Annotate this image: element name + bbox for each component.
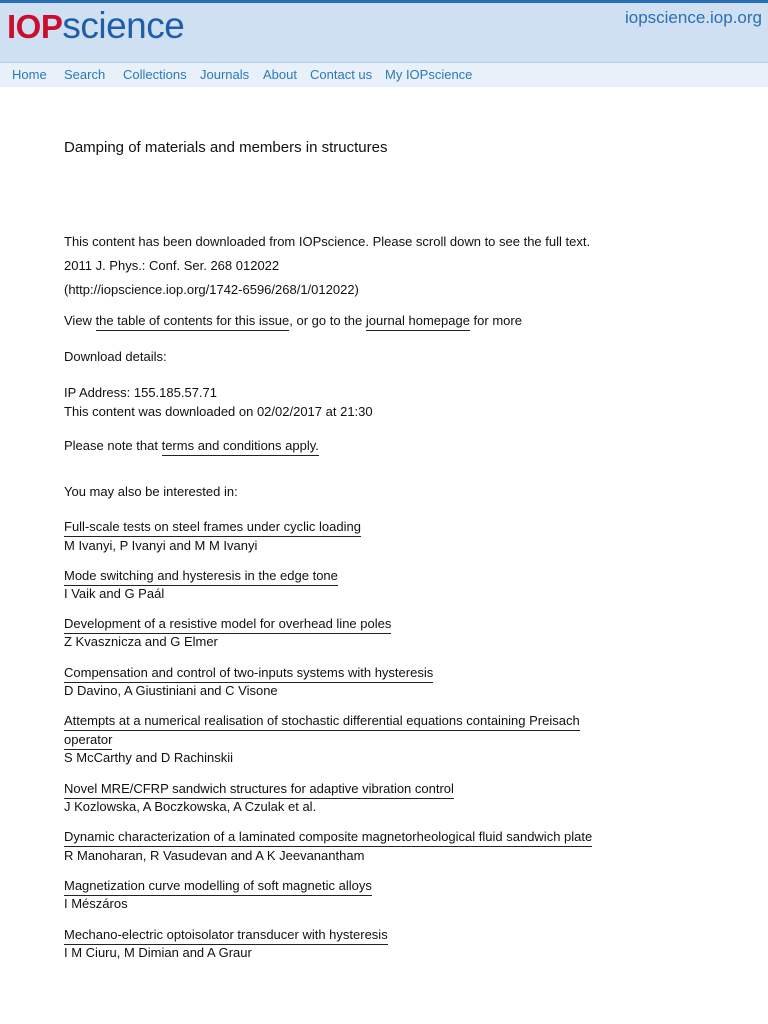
view-prefix: View [64, 313, 96, 328]
nav-contact-us[interactable]: Contact us [310, 67, 373, 82]
related-item-authors: S McCarthy and D Rachinskii [64, 750, 234, 765]
related-item-title [64, 568, 338, 583]
related-item-title-continued [64, 732, 112, 747]
nav-bar [0, 62, 768, 87]
related-item-authors: I Mészáros [64, 896, 128, 911]
nav-collections[interactable]: Collections [123, 67, 187, 82]
related-link[interactable]: Mechano-electric optoisolator transducer with hysteresis [64, 927, 388, 945]
related-link[interactable]: Magnetization curve modelling of soft magnetic alloys [64, 878, 372, 896]
related-item-authors: M Ivanyi, P Ivanyi and M M Ivanyi [64, 538, 258, 553]
related-item-title [64, 665, 433, 680]
article-title: Damping of materials and members in structures [64, 139, 388, 156]
journal-homepage-link[interactable]: journal homepage [366, 313, 470, 331]
related-item-authors: I Vaik and G Paál [64, 586, 165, 601]
related-item-title [64, 878, 372, 893]
related-link[interactable]: Development of a resistive model for overhead line poles [64, 616, 391, 634]
terms-line [64, 438, 319, 453]
related-item-authors: R Manoharan, R Vasudevan and A K Jeevanantham [64, 848, 365, 863]
nav-journals[interactable]: Journals [200, 67, 250, 82]
related-item-title [64, 519, 361, 534]
related-item-authors: J Kozlowska, A Boczkowska, A Czulak et al. [64, 799, 317, 814]
citation: 2011 J. Phys.: Conf. Ser. 268 012022 [64, 258, 280, 273]
view-middle: , or go to the [289, 313, 366, 328]
related-link[interactable]: Attempts at a numerical realisation of stochastic differential equations containing Preisach [64, 713, 580, 731]
nav-my-iopscience[interactable]: My IOPscience [385, 67, 473, 82]
nav-about[interactable]: About [263, 67, 297, 82]
related-item-title [64, 713, 580, 728]
iopscience-logo[interactable] [7, 7, 184, 44]
related-item-title [64, 616, 391, 631]
related-link[interactable]: Mode switching and hysteresis in the edge tone [64, 568, 338, 586]
related-item-authors: D Davino, A Giustiniani and C Visone [64, 683, 278, 698]
ip-address: IP Address: 155.185.57.71 [64, 385, 217, 400]
nav-search[interactable]: Search [64, 67, 106, 82]
related-link[interactable]: Dynamic characterization of a laminated composite magnetorheological fluid sandwich plate [64, 829, 592, 847]
logo-iop-text: IOP [7, 8, 63, 45]
related-item-title [64, 927, 388, 942]
nav-home[interactable]: Home [12, 67, 47, 82]
terms-link[interactable]: terms and conditions apply. [162, 438, 319, 456]
note-prefix: Please note that [64, 438, 162, 453]
related-link[interactable]: Novel MRE/CFRP sandwich structures for adaptive vibration control [64, 781, 454, 799]
article-url: (http://iopscience.iop.org/1742-6596/268/1/012022) [64, 282, 359, 297]
related-item-title [64, 829, 592, 844]
related-item-title [64, 781, 454, 796]
download-details-label: Download details: [64, 349, 167, 364]
view-suffix: for more [469, 313, 522, 328]
related-item-authors: I M Ciuru, M Dimian and A Graur [64, 945, 252, 960]
downloaded-note: This content has been downloaded from IOPscience. Please scroll down to see the full text. [64, 234, 591, 249]
related-item-authors: Z Kvasznicza and G Elmer [64, 634, 218, 649]
related-link[interactable]: Compensation and control of two-inputs systems with hysteresis [64, 665, 433, 683]
related-link[interactable]: Full-scale tests on steel frames under cyclic loading [64, 519, 361, 537]
view-line [64, 313, 522, 328]
toc-link[interactable]: the table of contents for this issue [96, 313, 290, 331]
download-time: This content was downloaded on 02/02/2017 at 21:30 [64, 404, 373, 419]
logo-science-text: science [62, 5, 185, 46]
also-interested-label: You may also be interested in: [64, 484, 238, 499]
related-link[interactable]: operator [64, 732, 112, 750]
site-url[interactable]: iopscience.iop.org [624, 8, 762, 27]
